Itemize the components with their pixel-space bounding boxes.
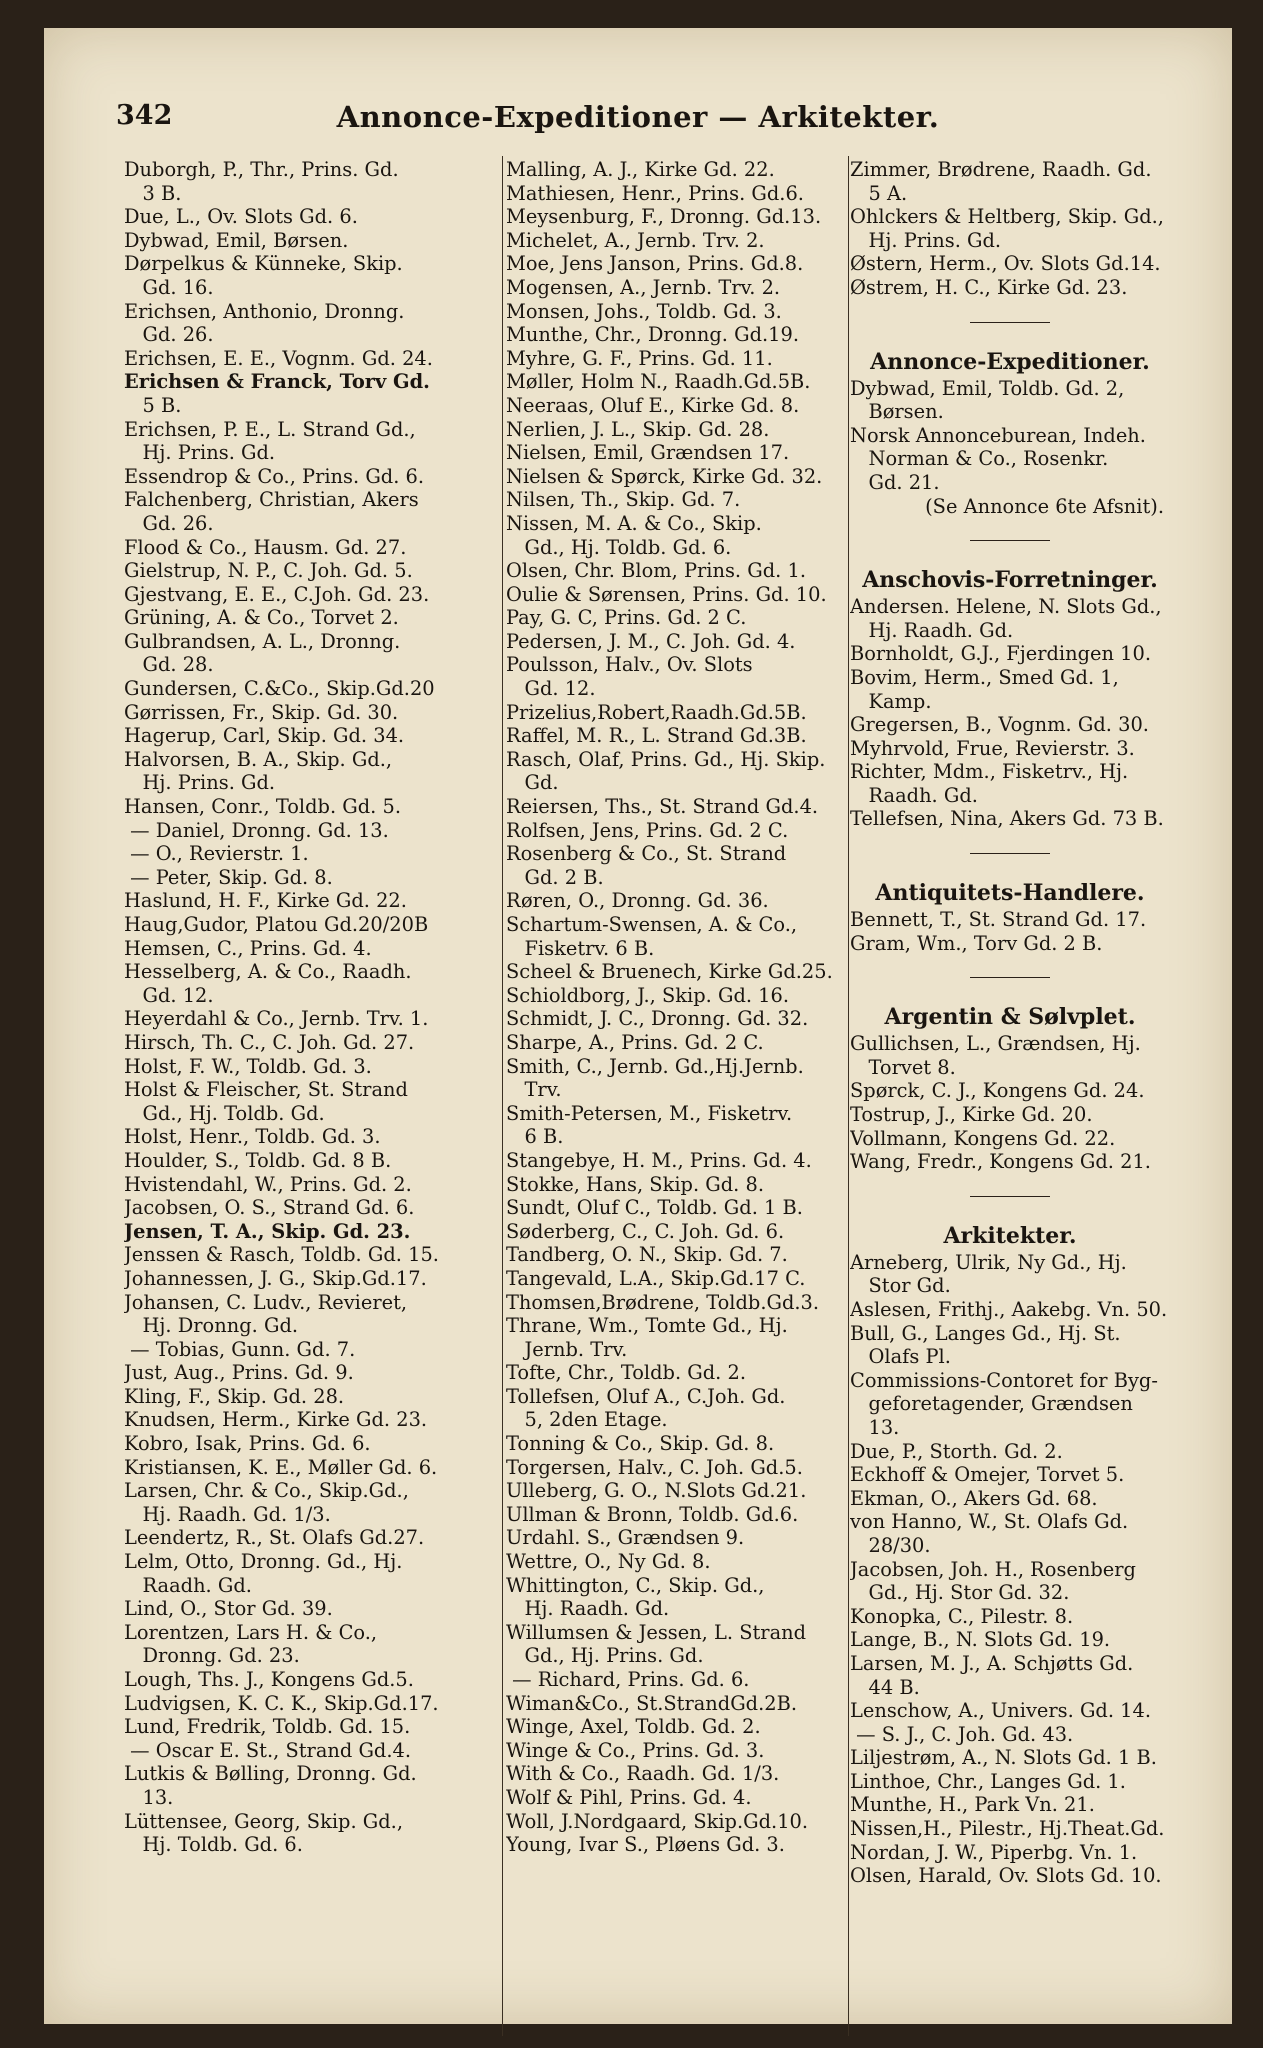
directory-entry: Stokke, Hans, Skip. Gd. 8. — [506, 1172, 764, 1196]
directory-entry: — Peter, Skip. Gd. 8. — [124, 865, 333, 889]
directory-entry: Spørck, C. J., Kongens Gd. 24. — [850, 1079, 1145, 1103]
directory-entry: Schioldborg, J., Skip. Gd. 16. — [506, 983, 790, 1007]
directory-entry: Gørrissen, Fr., Skip. Gd. 30. — [124, 700, 399, 724]
section-heading-arkitekter: Arkitekter. — [943, 1222, 1077, 1249]
directory-entry: Rasch, Olaf, Prins. Gd., Hj. Skip. — [506, 747, 826, 771]
directory-entry: Due, P., Storth. Gd. 2. — [850, 1439, 1063, 1463]
directory-entry: Møller, Holm N., Raadh.Gd.5B. — [506, 370, 811, 394]
directory-entry: Trv. — [506, 1078, 562, 1102]
directory-entry: — O., Revierstr. 1. — [124, 842, 309, 866]
directory-entry: Gd. 2 B. — [506, 865, 604, 889]
section-heading-annonce: Annonce-Expeditioner. — [870, 348, 1150, 375]
directory-entry: Munthe, H., Park Vn. 21. — [850, 1793, 1095, 1817]
directory-entry: Haug,Gudor, Platou Gd.20/20B — [124, 913, 429, 936]
directory-entry: Monsen, Johs., Toldb. Gd. 3. — [506, 299, 782, 323]
directory-entry: Whittington, C., Skip. Gd., — [506, 1573, 765, 1597]
directory-entry: Hj. Dronng. Gd. — [124, 1314, 299, 1338]
directory-entry: Smith-Petersen, M., Fisketrv. — [506, 1101, 793, 1125]
directory-entry: Gd. — [506, 771, 559, 795]
directory-entry: Hj. Prins. Gd. — [124, 441, 276, 465]
directory-entry: Thomsen,Brødrene, Toldb.Gd.3. — [506, 1290, 820, 1314]
directory-entry: Poulsson, Halv., Ov. Slots — [506, 653, 753, 677]
section-heading-anschovis: Anschovis-Forretninger. — [862, 567, 1158, 594]
column-rule — [502, 156, 503, 2036]
directory-entry: Raffel, M. R., L. Strand Gd.3B. — [506, 724, 807, 748]
directory-entry: Norsk Annonceburean, Indeh. — [850, 423, 1146, 447]
directory-entry: Reiersen, Ths., St. Strand Gd.4. — [506, 795, 819, 819]
directory-entry: Wang, Fredr., Kongens Gd. 21. — [850, 1150, 1151, 1174]
directory-entry: 5 B. — [124, 393, 182, 417]
directory-entry: Hvistendahl, W., Prins. Gd. 2. — [124, 1172, 412, 1196]
directory-entry: Hj. Prins. Gd. — [850, 228, 1002, 252]
directory-entry: Bornholdt, G.J., Fjerdingen 10. — [850, 642, 1151, 666]
directory-entry: Lind, O., Stor Gd. 39. — [124, 1597, 333, 1621]
directory-entry: Jernb. Trv. — [506, 1337, 628, 1361]
directory-entry: Lough, Ths. J., Kongens Gd.5. — [124, 1668, 414, 1691]
directory-entry: — Daniel, Dronng. Gd. 13. — [124, 818, 389, 842]
directory-entry: Knudsen, Herm., Kirke Gd. 23. — [124, 1408, 428, 1432]
directory-entry: 13. — [124, 1785, 174, 1809]
directory-entry: Holst, F. W., Toldb. Gd. 3. — [124, 1054, 372, 1078]
directory-entry: Lenschow, A., Univers. Gd. 14. — [850, 1699, 1152, 1723]
directory-entry: Gd. 12. — [124, 983, 214, 1007]
directory-entry: Tangevald, L.A., Skip.Gd.17 C. — [506, 1266, 806, 1290]
directory-entry: Hj. Raadh. Gd. — [850, 618, 1014, 642]
directory-entry: Bull, G., Langes Gd., Hj. St. — [850, 1321, 1121, 1345]
directory-entry: Mogensen, A., Jernb. Trv. 2. — [506, 275, 781, 299]
directory-entry: Due, L., Ov. Slots Gd. 6. — [124, 205, 358, 229]
column-3-entries — [850, 158, 1170, 300]
anschovis-entries — [850, 595, 1170, 831]
directory-entry: Kling, F., Skip. Gd. 28. — [124, 1384, 345, 1408]
directory-entry: 6 B. — [506, 1125, 564, 1149]
directory-entry: Heyerdahl & Co., Jernb. Trv. 1. — [124, 1007, 429, 1031]
directory-entry: Meysenburg, F., Dronng. Gd.13. — [506, 205, 822, 229]
directory-entry: Tonning & Co., Skip. Gd. 8. — [506, 1432, 775, 1456]
directory-entry: Lelm, Otto, Dronng. Gd., Hj. — [124, 1550, 403, 1574]
directory-entry: Nielsen & Spørck, Kirke Gd. 32. — [506, 464, 823, 488]
directory-entry: Gd., Hj. Toldb. Gd. — [124, 1101, 325, 1125]
directory-entry: Ekman, O., Akers Gd. 68. — [850, 1486, 1098, 1510]
directory-entry: 28/30. — [850, 1533, 931, 1557]
annonce-note: (Se Annonce 6te Afsnit). — [925, 494, 1164, 518]
directory-entry: Erichsen, P. E., L. Strand Gd., — [124, 417, 416, 441]
argentin-entries — [850, 1032, 1170, 1174]
directory-entry: Erichsen, E. E., Vognm. Gd. 24. — [124, 346, 433, 370]
directory-entry: Myhre, G. F., Prins. Gd. 11. — [506, 346, 773, 370]
directory-entry: Hj. Raadh. Gd. 1/3. — [124, 1502, 331, 1526]
directory-entry: Raadh. Gd. — [850, 783, 978, 807]
directory-entry: Dronng. Gd. 23. — [124, 1644, 300, 1668]
directory-entry: Liljestrøm, A., N. Slots Gd. 1 B. — [850, 1746, 1157, 1770]
directory-entry: Røren, O., Dronng. Gd. 36. — [506, 889, 769, 913]
directory-entry: Gulbrandsen, A. L., Dronng. — [124, 629, 401, 653]
directory-entry: Gd. 28. — [124, 653, 214, 677]
directory-entry: Olafs Pl. — [850, 1345, 951, 1369]
directory-entry: Rolfsen, Jens, Prins. Gd. 2 C. — [506, 818, 789, 842]
directory-entry: Tofte, Chr., Toldb. Gd. 2. — [506, 1361, 747, 1385]
directory-entry: — S. J., C. Joh. Gd. 43. — [850, 1722, 1074, 1746]
directory-entry: Jensen, T. A., Skip. Gd. 23. — [124, 1219, 411, 1243]
directory-entry: Ulleberg, G. O., N.Slots Gd.21. — [506, 1479, 807, 1503]
annonce-entries — [850, 377, 1170, 495]
directory-entry: Gd. 16. — [124, 275, 214, 299]
directory-entry: Østern, Herm., Ov. Slots Gd.14. — [850, 252, 1161, 276]
directory-entry: Sundt, Oluf C., Toldb. Gd. 1 B. — [506, 1196, 803, 1220]
directory-entry: Gullichsen, L., Grændsen, Hj. — [850, 1032, 1141, 1056]
running-title: Annonce-Expeditioner — Arkitekter. — [336, 100, 940, 134]
directory-entry: Essendrop & Co., Prins. Gd. 6. — [124, 464, 425, 488]
directory-entry: von Hanno, W., St. Olafs Gd. — [850, 1510, 1129, 1534]
directory-entry: Andersen. Helene, N. Slots Gd., — [850, 595, 1162, 619]
directory-entry: Søderberg, C., C. Joh. Gd. 6. — [506, 1219, 785, 1243]
section-divider — [970, 540, 1050, 541]
directory-entry: Woll, J.Nordgaard, Skip.Gd.10. — [506, 1809, 809, 1833]
directory-entry: Willumsen & Jessen, L. Strand — [506, 1620, 807, 1644]
directory-entry: Scheel & Bruenech, Kirke Gd.25. — [506, 960, 833, 984]
directory-entry: Prizelius,Robert,Raadh.Gd.5B. — [506, 700, 807, 724]
directory-entry: Gd., Hj. Prins. Gd. — [506, 1644, 704, 1668]
directory-entry: Jacobsen, Joh. H., Rosenberg — [850, 1557, 1136, 1581]
directory-entry: Hagerup, Carl, Skip. Gd. 34. — [124, 724, 405, 748]
directory-entry: Nilsen, Th., Skip. Gd. 7. — [506, 488, 741, 512]
directory-entry: Lutkis & Bølling, Dronng. Gd. — [124, 1762, 417, 1786]
directory-entry: Johannessen, J. G., Skip.Gd.17. — [124, 1266, 427, 1290]
directory-entry: Gd., Hj. Stor Gd. 32. — [850, 1581, 1070, 1605]
directory-entry: Stor Gd. — [850, 1274, 951, 1298]
directory-entry: Zimmer, Brødrene, Raadh. Gd. — [850, 158, 1152, 181]
column-3 — [850, 158, 1170, 2024]
directory-entry: Haslund, H. F., Kirke Gd. 22. — [124, 889, 407, 913]
directory-page — [44, 28, 1232, 2024]
page-number: 342 — [116, 100, 173, 131]
directory-entry: Nerlien, J. L., Skip. Gd. 28. — [506, 417, 770, 441]
directory-entry: Moe, Jens Janson, Prins. Gd.8. — [506, 252, 804, 276]
directory-entry: Nielsen, Emil, Grændsen 17. — [506, 441, 790, 465]
directory-entry: Falchenberg, Christian, Akers — [124, 488, 419, 512]
directory-entry: Halvorsen, B. A., Skip. Gd., — [124, 747, 393, 771]
directory-entry: Johansen, C. Ludv., Revieret, — [124, 1290, 408, 1314]
directory-entry: Smith, C., Jernb. Gd.,Hj.Jernb. — [506, 1054, 804, 1078]
directory-entry: Pedersen, J. M., C. Joh. Gd. 4. — [506, 629, 796, 653]
directory-entry: Torgersen, Halv., C. Joh. Gd.5. — [506, 1455, 803, 1479]
directory-entry: 5, 2den Etage. — [506, 1408, 668, 1432]
directory-entry: Gd. 26. — [124, 323, 214, 347]
directory-entry: Aslesen, Frithj., Aakebg. Vn. 50. — [850, 1298, 1168, 1321]
directory-entry: Hirsch, Th. C., C. Joh. Gd. 27. — [124, 1030, 415, 1054]
directory-entry: Dybwad, Emil, Toldb. Gd. 2, — [850, 376, 1125, 400]
directory-entry: Larsen, M. J., A. Schjøtts Gd. — [850, 1651, 1134, 1675]
directory-entry: Eckhoff & Omejer, Torvet 5. — [850, 1463, 1125, 1487]
directory-entry: Young, Ivar S., Pløens Gd. 3. — [506, 1833, 785, 1857]
directory-entry: Richter, Mdm., Fisketrv., Hj. — [850, 760, 1129, 784]
directory-entry: Hansen, Conr., Toldb. Gd. 5. — [124, 795, 402, 819]
directory-entry: Linthoe, Chr., Langes Gd. 1. — [850, 1769, 1126, 1793]
directory-entry: Ludvigsen, K. C. K., Skip.Gd.17. — [124, 1691, 439, 1715]
directory-entry: Commissions-Contoret for Byg- — [850, 1368, 1158, 1392]
directory-entry: Nissen, M. A. & Co., Skip. — [506, 511, 762, 535]
directory-entry: Norman & Co., Rosenkr. — [850, 447, 1109, 471]
directory-entry: Myhrvold, Frue, Revierstr. 3. — [850, 736, 1135, 760]
directory-entry: Gd. 12. — [506, 677, 596, 701]
directory-entry: Wiman&Co., St.StrandGd.2B. — [506, 1691, 798, 1715]
directory-entry: Fisketrv. 6 B. — [506, 936, 655, 960]
directory-entry: Lorentzen, Lars H. & Co., — [124, 1620, 378, 1644]
directory-entry: Østrem, H. C., Kirke Gd. 23. — [850, 275, 1128, 299]
directory-entry: Schartum-Swensen, A. & Co., — [506, 913, 798, 936]
directory-entry: — Richard, Prins. Gd. 6. — [506, 1668, 750, 1691]
arkitekter-entries — [850, 1251, 1170, 1888]
directory-entry: Gielstrup, N. P., C. Joh. Gd. 5. — [124, 559, 413, 583]
directory-entry: Duborgh, P., Thr., Prins. Gd. — [124, 158, 399, 181]
directory-entry: Holst, Henr., Toldb. Gd. 3. — [124, 1125, 381, 1149]
directory-entry: With & Co., Raadh. Gd. 1/3. — [506, 1762, 780, 1786]
section-divider — [970, 977, 1050, 978]
directory-entry: Jacobsen, O. S., Strand Gd. 6. — [124, 1196, 415, 1220]
directory-entry: 44 B. — [850, 1675, 920, 1699]
directory-entry: Hemsen, C., Prins. Gd. 4. — [124, 936, 372, 960]
directory-entry: Stangebye, H. M., Prins. Gd. 4. — [506, 1148, 812, 1172]
directory-entry: Kamp. — [850, 689, 932, 713]
directory-entry: Olsen, Harald, Ov. Slots Gd. 10. — [850, 1864, 1162, 1888]
directory-entry: Kobro, Isak, Prins. Gd. 6. — [124, 1432, 371, 1456]
directory-entry: Konopka, C., Pilestr. 8. — [850, 1604, 1074, 1628]
antiquitets-entries — [850, 908, 1170, 955]
column-rule — [848, 156, 849, 2036]
directory-entry: Hj. Raadh. Gd. — [506, 1597, 670, 1621]
column-1 — [124, 158, 498, 2024]
directory-entry: Hj. Toldb. Gd. 6. — [124, 1833, 303, 1857]
directory-entry: Jenssen & Rasch, Toldb. Gd. 15. — [124, 1243, 439, 1267]
directory-entry: Thrane, Wm., Tomte Gd., Hj. — [506, 1314, 788, 1338]
directory-entry: Larsen, Chr. & Co., Skip.Gd., — [124, 1479, 409, 1503]
section-heading-argentin: Argentin & Sølvplet. — [884, 1004, 1136, 1031]
directory-entry: Nissen,H., Pilestr., Hj.Theat.Gd. — [850, 1817, 1165, 1841]
directory-entry: Mathiesen, Henr., Prins. Gd.6. — [506, 181, 804, 205]
directory-entry: Tostrup, J., Kirke Gd. 20. — [850, 1103, 1093, 1127]
directory-entry: Holst & Fleischer, St. Strand — [124, 1078, 408, 1102]
directory-entry: Raadh. Gd. — [124, 1573, 252, 1597]
directory-entry: Gd. 26. — [124, 511, 214, 535]
directory-entry: 5 A. — [850, 181, 908, 205]
directory-entry: Sharpe, A., Prins. Gd. 2 C. — [506, 1030, 764, 1054]
directory-entry: Tollefsen, Oluf A., C.Joh. Gd. — [506, 1384, 786, 1408]
directory-entry: Bennett, T., St. Strand Gd. 17. — [850, 908, 1147, 932]
directory-entry: Tandberg, O. N., Skip. Gd. 7. — [506, 1243, 788, 1267]
directory-entry: Rosenberg & Co., St. Strand — [506, 842, 787, 866]
section-divider — [970, 853, 1050, 854]
directory-entry: Ohlckers & Heltberg, Skip. Gd., — [850, 205, 1164, 229]
directory-entry: Arneberg, Ulrik, Ny Gd., Hj. — [850, 1250, 1127, 1274]
directory-entry: Torvet 8. — [850, 1055, 956, 1079]
directory-entry: Winge & Co., Prins. Gd. 3. — [506, 1738, 765, 1762]
directory-entry: Wettre, O., Ny Gd. 8. — [506, 1550, 711, 1574]
directory-entry: Gregersen, B., Vognm. Gd. 30. — [850, 713, 1149, 737]
directory-entry: Lüttensee, Georg, Skip. Gd., — [124, 1809, 403, 1833]
directory-entry: geforetagender, Grændsen — [850, 1392, 1133, 1416]
section-divider — [970, 322, 1050, 323]
section-heading-antiquitets: Antiquitets-Handlere. — [875, 880, 1145, 907]
section-divider — [970, 1196, 1050, 1197]
directory-entry: 13. — [850, 1415, 900, 1439]
directory-entry: Munthe, Chr., Dronng. Gd.19. — [506, 323, 799, 347]
directory-entry: Olsen, Chr. Blom, Prins. Gd. 1. — [506, 559, 806, 583]
directory-entry: Just, Aug., Prins. Gd. 9. — [124, 1361, 354, 1385]
directory-entry: Urdahl. S., Grændsen 9. — [506, 1526, 745, 1550]
directory-entry: Gjestvang, E. E., C.Joh. Gd. 23. — [124, 582, 430, 606]
directory-entry: Neeraas, Oluf E., Kirke Gd. 8. — [506, 393, 800, 417]
directory-entry: Bovim, Herm., Smed Gd. 1, — [850, 665, 1119, 689]
directory-entry: Lund, Fredrik, Toldb. Gd. 15. — [124, 1715, 411, 1739]
directory-entry: Vollmann, Kongens Gd. 22. — [850, 1126, 1116, 1150]
directory-entry: Lange, B., N. Slots Gd. 19. — [850, 1628, 1111, 1652]
directory-entry: Oulie & Sørensen, Prins. Gd. 10. — [506, 582, 827, 606]
directory-entry: Gram, Wm., Torv Gd. 2 B. — [850, 931, 1103, 955]
directory-entry: Gd. 21. — [850, 470, 940, 494]
column-2 — [506, 158, 846, 2024]
directory-entry: Leendertz, R., St. Olafs Gd.27. — [124, 1526, 425, 1550]
directory-entry: Schmidt, J. C., Dronng. Gd. 32. — [506, 1007, 809, 1031]
directory-entry: Grüning, A. & Co., Torvet 2. — [124, 606, 399, 630]
directory-entry: Wolf & Pihl, Prins. Gd. 4. — [506, 1785, 752, 1809]
directory-entry: Kristiansen, K. E., Møller Gd. 6. — [124, 1455, 438, 1479]
directory-entry: Nordan, J. W., Piperbg. Vn. 1. — [850, 1840, 1138, 1864]
directory-entry: — Tobias, Gunn. Gd. 7. — [124, 1337, 356, 1361]
directory-entry: Hesselberg, A. & Co., Raadh. — [124, 960, 412, 984]
directory-entry: — Oscar E. St., Strand Gd.4. — [124, 1738, 412, 1762]
directory-entry: Winge, Axel, Toldb. Gd. 2. — [506, 1715, 761, 1739]
directory-entry: Erichsen, Anthonio, Dronng. — [124, 299, 405, 323]
directory-entry: Malling, A. J., Kirke Gd. 22. — [506, 158, 775, 181]
page-header — [44, 100, 1232, 150]
directory-entry: Dørpelkus & Künneke, Skip. — [124, 252, 403, 276]
directory-entry: Børsen. — [850, 400, 944, 424]
directory-entry: Dybwad, Emil, Børsen. — [124, 228, 349, 252]
directory-entry: Hj. Prins. Gd. — [124, 771, 276, 795]
directory-entry: Tellefsen, Nina, Akers Gd. 73 B. — [850, 807, 1164, 831]
directory-entry: Gd., Hj. Toldb. Gd. 6. — [506, 535, 732, 559]
directory-entry: Michelet, A., Jernb. Trv. 2. — [506, 228, 765, 252]
directory-entry: Flood & Co., Hausm. Gd. 27. — [124, 535, 407, 559]
directory-entry: Pay, G. C, Prins. Gd. 2 C. — [506, 606, 747, 630]
directory-entry: Gundersen, C.&Co., Skip.Gd.20 — [124, 677, 435, 701]
directory-entry: Erichsen & Franck, Torv Gd. — [124, 370, 430, 394]
directory-entry: Ullman & Bronn, Toldb. Gd.6. — [506, 1502, 799, 1526]
directory-entry: 3 B. — [124, 181, 182, 205]
directory-entry: Houlder, S., Toldb. Gd. 8 B. — [124, 1148, 392, 1172]
